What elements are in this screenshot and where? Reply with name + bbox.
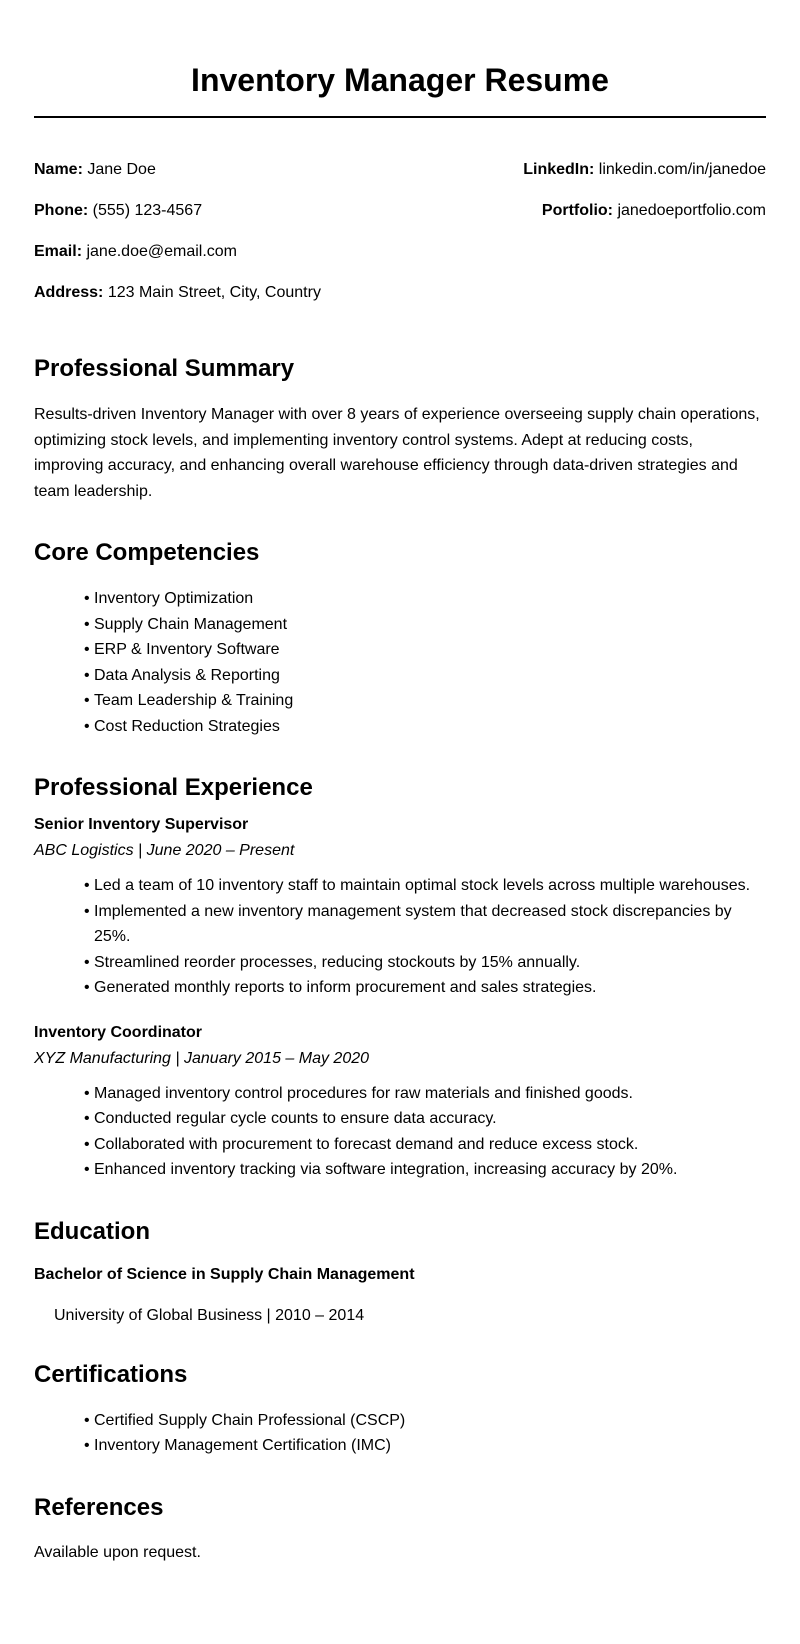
page-title: Inventory Manager Resume: [191, 62, 609, 98]
list-item: [84, 873, 766, 899]
bullet-glyph: •: [84, 1437, 90, 1454]
list-item-text: Generated monthly reports to inform procurement and sales strategies.: [94, 979, 597, 996]
contact-phone: [34, 201, 321, 242]
bullet-glyph: •: [84, 717, 90, 735]
list-item: [84, 586, 766, 612]
summary-section: [34, 354, 766, 504]
list-item: [84, 637, 766, 663]
job-entry: [34, 1023, 766, 1183]
list-item-text: Managed inventory control procedures for raw materials and finished goods.: [94, 1084, 633, 1102]
list-item-text: Data Analysis & Reporting: [94, 666, 280, 684]
bullet-glyph: •: [84, 902, 90, 920]
list-item-text: Certified Supply Chain Professional (CSCP): [94, 1411, 406, 1429]
bullet-glyph: •: [84, 979, 90, 996]
job-title: Senior Inventory Supervisor: [34, 816, 249, 833]
contact-address-label: Address:: [34, 284, 104, 301]
summary-text: Results-driven Inventory Manager with over 8 years of experience overseeing supply chain operations, optimizing stock levels, and implementing inventory control systems. Adept at reducing costs, improving accuracy, and enhancing overall warehouse efficiency through data-driven strategies and team leadership.: [34, 406, 760, 500]
bullet-glyph: •: [84, 1161, 90, 1178]
list-item-text: Team Leadership & Training: [94, 692, 294, 709]
references-heading: References: [34, 1493, 164, 1521]
list-item-text: Conducted regular cycle counts to ensure data accuracy.: [94, 1110, 497, 1127]
job-meta: XYZ Manufacturing | January 2015 – May 2020: [34, 1049, 370, 1067]
contact-address-value: 123 Main Street, City, Country: [107, 284, 321, 301]
experience-section: [34, 773, 766, 1183]
list-item: [84, 663, 766, 689]
list-item: [84, 950, 766, 976]
contact-name-value: Jane Doe: [87, 161, 156, 178]
list-item: [84, 1408, 766, 1434]
education-degree: Bachelor of Science in Supply Chain Management: [34, 1265, 415, 1283]
contact-email-value: jane.doe@email.com: [86, 243, 238, 260]
bullet-glyph: •: [84, 1135, 90, 1153]
bullet-glyph: •: [84, 590, 90, 607]
references-text: Available upon request.: [34, 1543, 201, 1561]
contact-portfolio: [523, 201, 766, 242]
list-item: [84, 1081, 766, 1107]
competencies-list: [34, 586, 766, 739]
list-item: [84, 1106, 766, 1132]
contact-name: [34, 160, 321, 201]
list-item-text: ERP & Inventory Software: [94, 641, 280, 658]
education-school: University of Global Business | 2010 – 2014: [54, 1306, 365, 1324]
experience-heading: Professional Experience: [34, 774, 313, 801]
list-item-text: Enhanced inventory tracking via software integration, increasing accuracy by 20%.: [94, 1161, 678, 1178]
contact-name-label: Name:: [34, 161, 83, 178]
bullet-glyph: •: [84, 1110, 90, 1127]
bullet-glyph: •: [84, 641, 90, 658]
list-item-text: Collaborated with procurement to forecast demand and reduce excess stock.: [94, 1135, 639, 1153]
list-item: [84, 714, 766, 740]
list-item-text: Led a team of 10 inventory staff to maintain optimal stock levels across multiple warehouses.: [94, 877, 751, 894]
contact-phone-value: (555) 123-4567: [92, 202, 203, 219]
contact-linkedin-value: linkedin.com/in/janedoe: [598, 161, 766, 178]
contact-linkedin-label: LinkedIn:: [523, 161, 595, 178]
job-entry: [34, 815, 766, 1001]
education-heading: Education: [34, 1217, 151, 1245]
contact-block: [34, 160, 766, 330]
contact-phone-label: Phone:: [34, 202, 89, 219]
bullet-glyph: •: [84, 615, 90, 633]
bullet-glyph: •: [84, 953, 90, 971]
competencies-section: [34, 538, 766, 739]
list-item-text: Supply Chain Management: [94, 615, 288, 633]
list-item: [84, 688, 766, 714]
contact-column-left: [34, 160, 321, 324]
contact-portfolio-label: Portfolio:: [541, 202, 613, 219]
list-item-text: Streamlined reorder processes, reducing stockouts by 15% annually.: [94, 953, 581, 971]
summary-heading: Professional Summary: [34, 355, 295, 382]
contact-email: [34, 242, 321, 283]
bullet-glyph: •: [84, 877, 90, 894]
list-item: [84, 1433, 766, 1459]
certifications-list: [34, 1408, 766, 1459]
education-section: [34, 1217, 766, 1326]
job-bullets: [34, 873, 766, 1001]
certifications-section: [34, 1360, 766, 1459]
list-item-text: Inventory Optimization: [94, 590, 254, 607]
contact-column-right: [523, 160, 766, 242]
contact-linkedin: [523, 160, 766, 201]
list-item: [84, 1157, 766, 1183]
job-bullets: [34, 1081, 766, 1183]
bullet-glyph: •: [84, 1084, 90, 1102]
contact-address: [34, 283, 321, 324]
contact-portfolio-value: janedoeportfolio.com: [617, 202, 766, 219]
list-item: [84, 612, 766, 638]
list-item-text: Inventory Management Certification (IMC): [94, 1437, 391, 1454]
bullet-glyph: •: [84, 692, 90, 709]
contact-email-label: Email:: [34, 243, 83, 260]
list-item: [84, 1132, 766, 1158]
competencies-heading: Core Competencies: [34, 539, 260, 566]
list-item-text: Cost Reduction Strategies: [94, 717, 280, 735]
title-divider: [34, 116, 766, 118]
bullet-glyph: •: [84, 666, 90, 684]
list-item: [84, 975, 766, 1001]
list-item: [84, 899, 766, 950]
job-title: Inventory Coordinator: [34, 1023, 203, 1041]
certifications-heading: Certifications: [34, 1360, 188, 1388]
job-meta: ABC Logistics | June 2020 – Present: [34, 842, 295, 859]
references-section: [34, 1493, 766, 1563]
list-item-text: Implemented a new inventory management system that decreased stock discrepancies by 25%.: [94, 902, 732, 945]
bullet-glyph: •: [84, 1411, 90, 1429]
